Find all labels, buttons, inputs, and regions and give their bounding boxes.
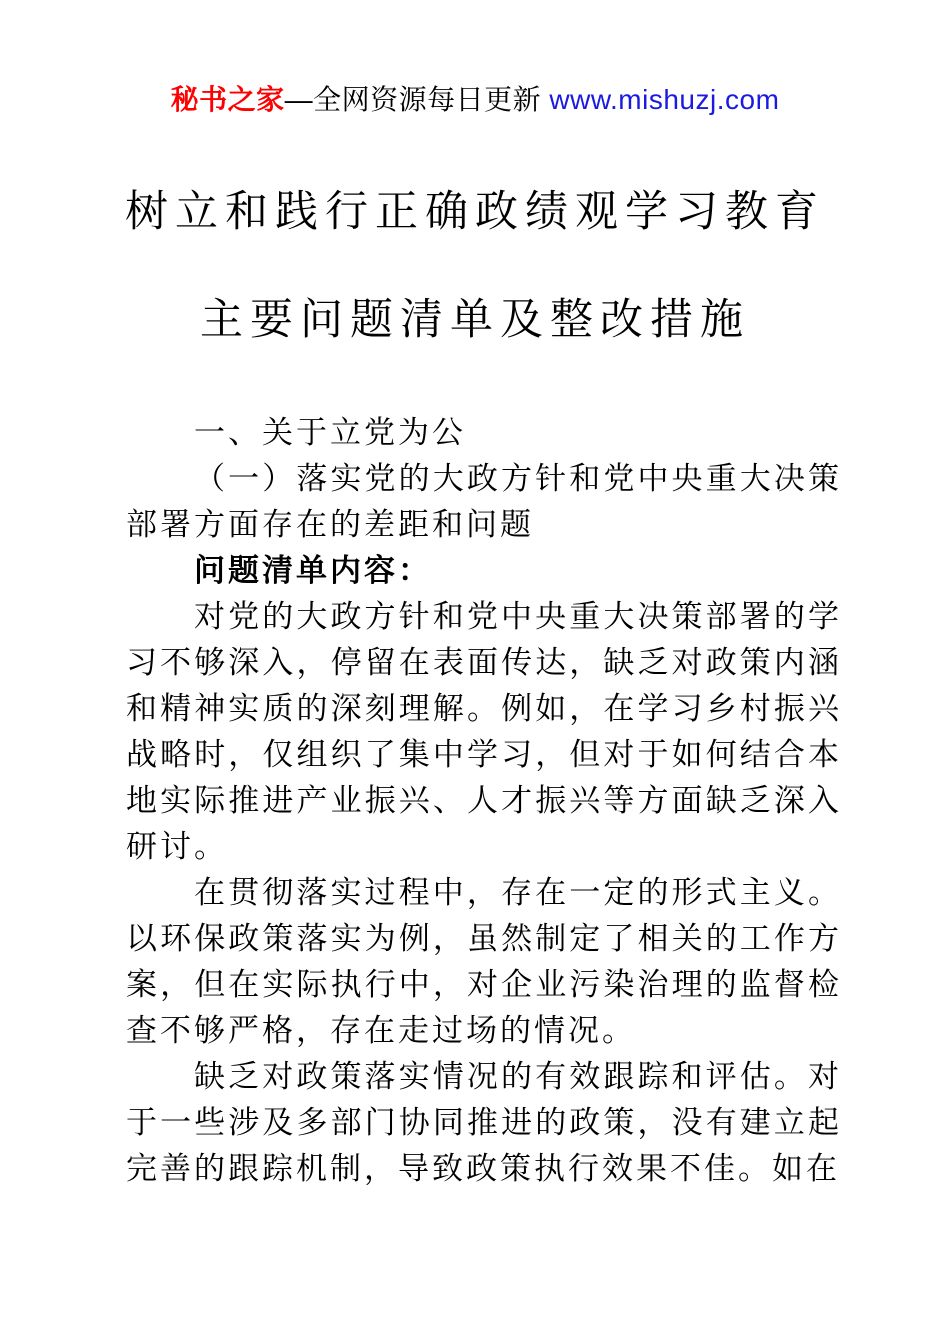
- site-url-link[interactable]: www.mishuzj.com: [549, 84, 780, 115]
- document-body: [126, 410, 842, 1192]
- document-title: [0, 186, 950, 346]
- doc-title-line-1: 树立和践行正确政绩观学习教育: [125, 188, 825, 236]
- list-label: 问题清单内容：: [194, 553, 432, 588]
- body-paragraph-3: 缺乏对政策落实情况的有效跟踪和评估。对于一些涉及多部门协同推进的政策，没有建立起完善的跟踪机制，导致政策执行效果不佳。如在: [126, 1059, 842, 1186]
- site-slogan: —全网资源每日更新: [284, 84, 550, 115]
- body-paragraph-1: 对党的大政方针和党中央重大决策部署的学习不够深入，停留在表面传达，缺乏对政策内涵和精神实质的深刻理解。例如，在学习乡村振兴战略时，仅组织了集中学习，但对于如何结合本地实际推进产业振兴、人才振兴等方面缺乏深入研讨。: [126, 599, 842, 864]
- doc-title-line-2: 主要问题清单及整改措施: [200, 296, 750, 344]
- section-heading: 一、关于立党为公: [194, 415, 466, 450]
- watermark-header: [0, 0, 950, 118]
- subsection-heading: （一）落实党的大政方针和党中央重大决策部署方面存在的差距和问题: [126, 461, 842, 542]
- body-paragraph-2: 在贯彻落实过程中，存在一定的形式主义。以环保政策落实为例，虽然制定了相关的工作方案，但在实际执行中，对企业污染治理的监督检查不够严格，存在走过场的情况。: [126, 875, 842, 1048]
- site-name: 秘书之家: [170, 84, 285, 115]
